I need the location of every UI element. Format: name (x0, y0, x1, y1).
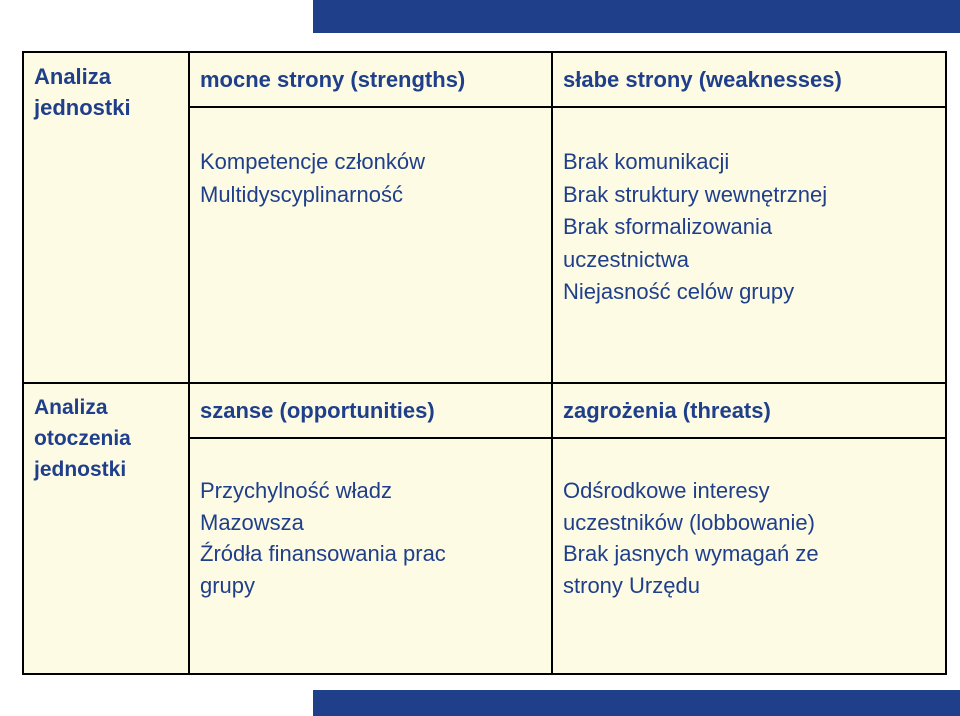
internal-header-row (23, 52, 946, 107)
weaknesses-list (563, 108, 935, 309)
opportunities-item: Przychylność władz (200, 478, 392, 503)
strengths-item: Multidyscyplinarność (200, 181, 403, 207)
external-label-line: jednostki (34, 458, 127, 481)
opportunities-cell (189, 438, 552, 674)
weaknesses-item: Brak komunikacji (563, 149, 730, 174)
external-analysis-label-cell (23, 383, 189, 674)
opportunities-item: grupy (200, 572, 256, 598)
weaknesses-cell (552, 107, 946, 383)
threats-list (563, 439, 935, 601)
weaknesses-header: słabe strony (weaknesses) (552, 52, 946, 107)
strengths-list (200, 108, 541, 211)
opportunities-header: szanse (opportunities) (189, 383, 552, 438)
strengths-item: Kompetencje członków (200, 149, 426, 174)
threats-item: Brak jasnych wymagań ze (563, 541, 819, 566)
internal-analysis-label: Analiza jednostki (34, 64, 131, 120)
weaknesses-item: uczestnictwa (563, 246, 689, 272)
top-decorative-band (313, 0, 960, 33)
swot-table (22, 51, 947, 675)
strengths-cell (189, 107, 552, 383)
opportunities-item: Mazowsza (200, 509, 304, 535)
opportunities-item: Źródła finansowania prac (200, 541, 446, 566)
weaknesses-item: Brak sformalizowania (563, 214, 773, 239)
threats-item: uczestników (lobbowanie) (563, 509, 815, 535)
external-label-line: Analiza (34, 396, 108, 419)
threats-cell (552, 438, 946, 674)
external-analysis-label (24, 384, 188, 485)
weaknesses-item: Brak struktury wewnętrznej (563, 181, 828, 207)
weaknesses-item: Niejasność celów grupy (563, 279, 795, 304)
threats-header: zagrożenia (threats) (552, 383, 946, 438)
strengths-header: mocne strony (strengths) (189, 52, 552, 107)
external-label-line: otoczenia (34, 427, 131, 450)
external-header-row (23, 383, 946, 438)
bottom-decorative-band (313, 690, 960, 716)
internal-analysis-label-cell (23, 52, 189, 383)
threats-item: strony Urzędu (563, 572, 700, 598)
threats-item: Odśrodkowe interesy (563, 478, 770, 503)
opportunities-list (200, 439, 541, 601)
